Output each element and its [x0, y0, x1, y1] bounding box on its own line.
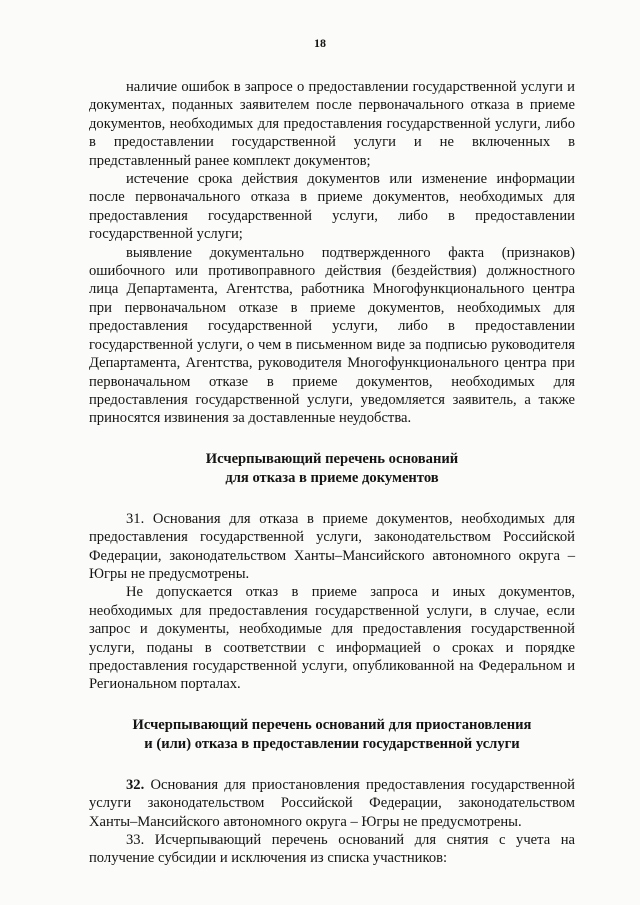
- page-number: 18: [314, 36, 326, 50]
- paragraph-32: [89, 776, 575, 831]
- heading-line: Исчерпывающий перечень оснований: [205, 450, 459, 467]
- paragraph-expiry: истечение срока действия документов или изменение информации после первоначального отказа в приеме документов, необходимых для предоставления государственной услуги, либо в предоставлении государственной услуги;: [89, 171, 575, 243]
- paragraph-31: 31. Основания для отказа в приеме документов, необходимых для предоставления государственной услуги, законодательством Российской Федерации, законодательством Ханты–Мансийского автономного округа – Югры не предусмотрены.: [89, 510, 575, 582]
- document-body: [89, 78, 575, 868]
- paragraph-errors: наличие ошибок в запросе о предоставлении государственной услуги и документах, поданных заявителем после первоначального отказа в приеме документов, необходимых для предоставления государственной услуги, либо в предоставлении государственной услуги и не включенных в представленный ранее комплект документов;: [89, 79, 575, 169]
- section-heading-suspension-grounds: [89, 716, 575, 754]
- section-heading-refusal-grounds: [89, 450, 575, 488]
- paragraph-misconduct: выявление документально подтвержденного факта (признаков) ошибочного или противоправного действия (бездействия) должностного лица Департамента, Агентства, работника Многофункционального центра при первоначальном отказе в приеме документов, необходимых для предоставления государственной услуги, либо в предоставлении государственной услуги, о чем в письменном виде за подписью руководителя Департамента, Агентства, руководителя Многофункционального центра при первоначальном отказе в приеме документов, необходимых для предоставления государственной услуги, уведомляется заявитель, а также приносятся извинения за доставленные неудобства.: [89, 244, 575, 427]
- paragraph-32-number: 32.: [126, 776, 145, 793]
- paragraph-32-text: Основания для приостановления предоставления государственной услуги законодательством Российской Федерации, законодательством Ханты–Мансийского автономного округа – Югры не предусмотрены.: [89, 776, 575, 830]
- heading-line: для отказа в приеме документов: [225, 469, 439, 486]
- heading-line: и (или) отказа в предоставлении государственной услуги: [144, 735, 520, 752]
- paragraph-33: 33. Исчерпывающий перечень оснований для снятия с учета на получение субсидии и исключения из списка участников:: [89, 832, 575, 867]
- paragraph-no-refusal: Не допускается отказ в приеме запроса и иных документов, необходимых для предоставления государственной услуги, в случае, если запрос и документы, необходимые для предоставления государственной услуги, поданы в соответствии с информацией о сроках и порядке предоставления государственной услуги, опубликованной на Федеральном и Региональном порталах.: [89, 584, 575, 693]
- heading-line: Исчерпывающий перечень оснований для приостановления: [132, 716, 532, 733]
